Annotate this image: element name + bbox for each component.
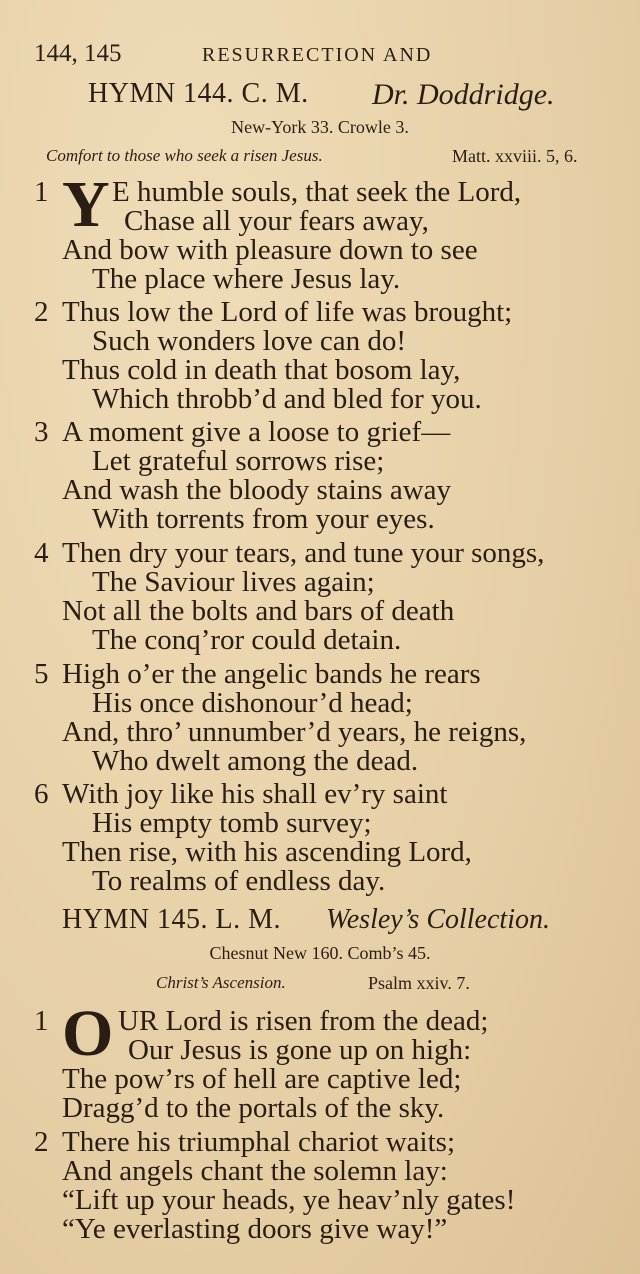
- verse-number: 1: [34, 1005, 49, 1037]
- verse-line: Let grateful sorrows rise;: [92, 445, 385, 477]
- verse-line: Dragg’d to the portals of the sky.: [62, 1092, 445, 1124]
- scripture-reference: Psalm xxiv. 7.: [368, 973, 470, 993]
- verse-line: Chase all your fears away,: [124, 205, 429, 237]
- verse-line: The Saviour lives again;: [92, 566, 375, 598]
- verse-line: Which throbb’d and bled for you.: [92, 383, 482, 415]
- verse-line: Who dwelt among the dead.: [92, 745, 419, 777]
- hymn-144-heading: [0, 78, 640, 114]
- hymn-title: HYMN 144. C. M.: [88, 78, 309, 109]
- hymn-subject: Comfort to those who seek a risen Jesus.: [46, 146, 323, 165]
- verse-number: 6: [34, 778, 49, 810]
- verse-line: High o’er the angelic bands he rears: [62, 658, 481, 690]
- verse-line: Then rise, with his ascending Lord,: [62, 836, 472, 868]
- hymn-author: Wesley’s Collection.: [326, 904, 550, 935]
- verse-line: The conq’ror could detain.: [92, 624, 402, 656]
- verse-number: 2: [34, 1126, 49, 1158]
- verse-line: To realms of endless day.: [92, 865, 386, 897]
- verse-line: And bow with pleasure down to see: [62, 234, 478, 266]
- section-title: RESURRECTION AND: [202, 44, 433, 66]
- scripture-reference: Matt. xxviii. 5, 6.: [452, 146, 578, 166]
- hymn-title: HYMN 145. L. M.: [62, 904, 282, 935]
- verse-line: E humble souls, that seek the Lord,: [112, 176, 522, 208]
- tune-names: Chesnut New 160. Comb’s 45.: [209, 943, 431, 963]
- drop-cap: O: [62, 997, 114, 1070]
- verse-line: His once dishonour’d head;: [92, 687, 413, 719]
- verse-line: With torrents from your eyes.: [92, 503, 435, 535]
- verse-number: 1: [34, 176, 49, 208]
- verse-line: His empty tomb survey;: [92, 807, 372, 839]
- verse-line: “Lift up your heads, ye heav’nly gates!: [62, 1184, 516, 1216]
- page-numbers: 144, 145: [34, 40, 122, 67]
- hymn-subject: Christ’s Ascension.: [156, 973, 286, 992]
- verse-line: Our Jesus is gone up on high:: [128, 1034, 472, 1066]
- drop-cap: Y: [62, 168, 110, 241]
- subject-line: [0, 973, 640, 999]
- hymn-author: Dr. Doddridge.: [372, 78, 555, 111]
- verse-line: The place where Jesus lay.: [92, 263, 401, 295]
- verse-line: The pow’rs of hell are captive led;: [62, 1063, 462, 1095]
- verse-number: 3: [34, 416, 49, 448]
- verse-line: Such wonders love can do!: [92, 325, 407, 357]
- verse-line: A moment give a loose to grief—: [62, 416, 451, 448]
- verse-line: And angels chant the solemn lay:: [62, 1155, 448, 1187]
- verse-number: 4: [34, 537, 49, 569]
- running-head: [34, 40, 614, 76]
- verse-line: With joy like his shall ev’ry saint: [62, 778, 448, 810]
- verse-number: 2: [34, 296, 49, 328]
- verse-line: Then dry your tears, and tune your songs,: [62, 537, 545, 569]
- verse-line: And wash the bloody stains away: [62, 474, 452, 506]
- verse-line: There his triumphal chariot waits;: [62, 1126, 456, 1158]
- verse-number: 5: [34, 658, 49, 690]
- tune-names: New-York 33. Crowle 3.: [231, 117, 409, 137]
- verse-line: Thus low the Lord of life was brought;: [62, 296, 513, 328]
- verse-line: Not all the bolts and bars of death: [62, 595, 455, 627]
- verse-line: “Ye everlasting doors give way!”: [62, 1213, 448, 1245]
- verse-line: Thus cold in death that bosom lay,: [62, 354, 461, 386]
- verse-line: And, thro’ unnumber’d years, he reigns,: [62, 716, 527, 748]
- verse-line: UR Lord is risen from the dead;: [118, 1005, 489, 1037]
- hymn-145-heading: [0, 904, 640, 940]
